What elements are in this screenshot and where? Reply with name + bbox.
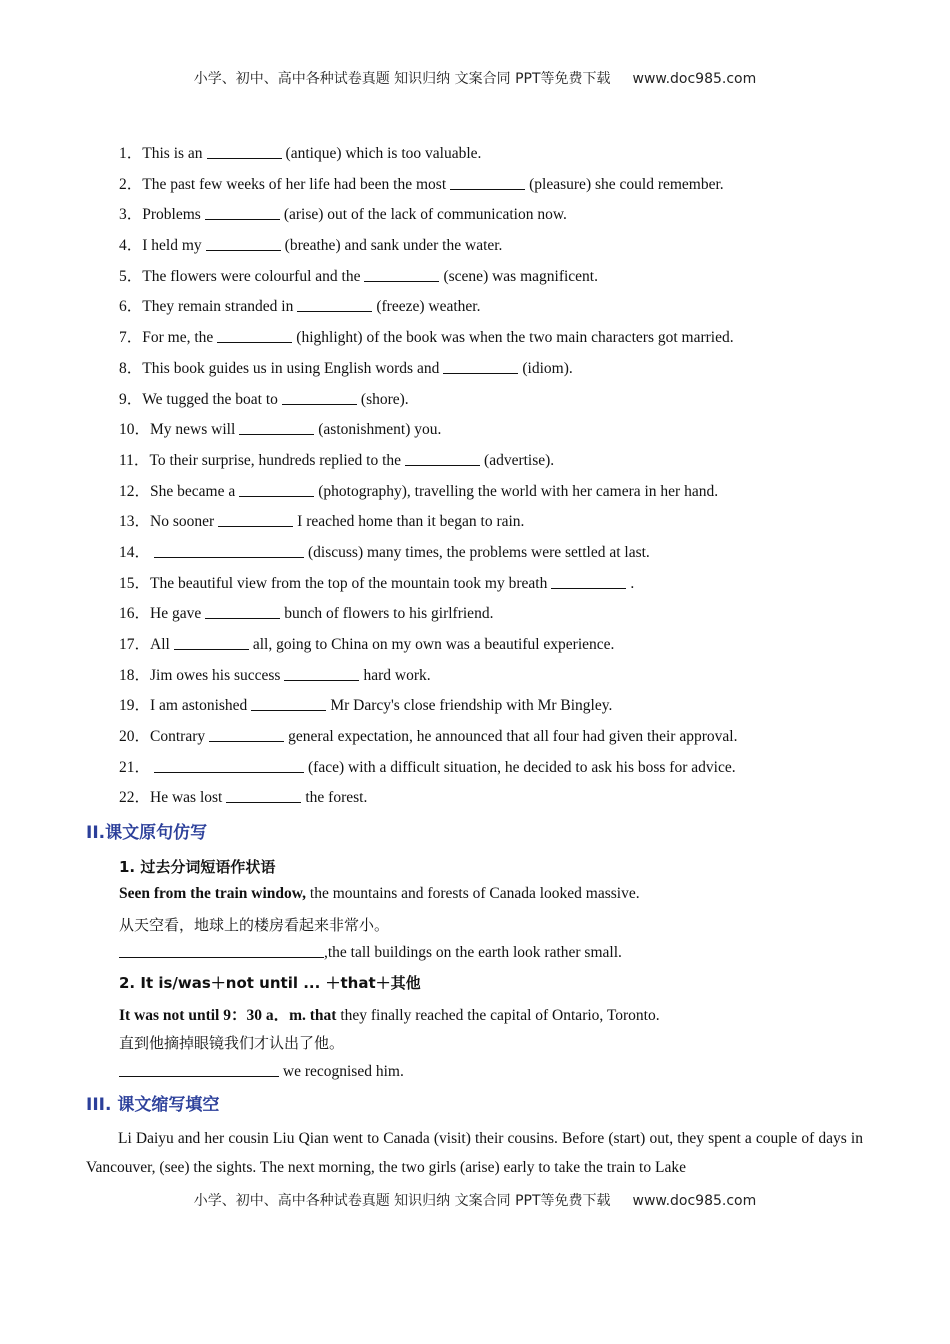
answer-blank[interactable]: [284, 665, 359, 681]
exercise-item: 16．He gave bunch of flowers to his girlfriend.: [119, 605, 494, 623]
answer-blank[interactable]: [209, 726, 284, 742]
exercise-item: 13．No sooner I reached home than it began to rain.: [119, 513, 525, 531]
exercise-item: 4．I held my (breathe) and sank under the water.: [119, 237, 503, 255]
chinese-prompt-2: 直到他摘掉眼镜我们才认出了他。: [119, 1034, 345, 1052]
exercise-item: 1．This is an (antique) which is too valuable.: [119, 145, 482, 162]
answer-blank[interactable]: [174, 634, 249, 650]
chinese-prompt-1: 从天空看，地球上的楼房看起来非常小。: [119, 916, 390, 934]
answer-blank[interactable]: [207, 143, 282, 159]
exercise-item: 14． (discuss) many times, the problems were settled at last.: [119, 543, 650, 561]
answer-blank[interactable]: [450, 174, 525, 190]
rewrite-task-1: ,the tall buildings on the earth look rather small.: [119, 942, 622, 962]
page-header: [0, 68, 950, 88]
answer-blank[interactable]: [239, 419, 314, 435]
exercise-item: 21． (face) with a difficult situation, he decided to ask his boss for advice.: [119, 758, 736, 776]
rewrite-task-2: we recognised him.: [119, 1061, 404, 1081]
exercise-item: 3．Problems (arise) out of the lack of communication now.: [119, 206, 567, 224]
header-url[interactable]: www.doc985.com: [632, 71, 757, 87]
answer-blank[interactable]: [205, 603, 280, 619]
example-sentence-2: It was not until 9：30 a．m. that they finally reached the capital of Ontario, Toronto.: [119, 1007, 660, 1024]
header-text: 小学、初中、高中各种试卷真题 知识归纳 文案合同 PPT等免费下载: [193, 71, 611, 87]
exercise-item: 12．She became a (photography), travelling the world with her camera in her hand.: [119, 482, 719, 500]
section-heading-rewrite: II.课文原句仿写: [86, 823, 208, 843]
answer-blank[interactable]: [218, 511, 293, 527]
exercise-item: 20．Contrary general expectation, he announced that all four had given their approval.: [119, 728, 738, 746]
exercise-item: 18．Jim owes his success hard work.: [119, 666, 431, 684]
footer-url[interactable]: www.doc985.com: [632, 1193, 757, 1209]
answer-blank[interactable]: [443, 358, 518, 374]
answer-blank[interactable]: [154, 757, 304, 773]
answer-blank[interactable]: [551, 573, 626, 589]
exercise-item: 7．For me, the (highlight) of the book was when the two main characters got married.: [119, 329, 734, 347]
answer-blank[interactable]: [119, 942, 324, 958]
subsection-title-2: 2. It is/was＋not until ... ＋that＋其他: [119, 974, 421, 992]
exercise-item: 2．The past few weeks of her life had been the most (pleasure) she could remember.: [119, 175, 724, 193]
answer-blank[interactable]: [119, 1061, 279, 1077]
exercise-item: 9．We tugged the boat to (shore).: [119, 390, 409, 408]
footer-text: 小学、初中、高中各种试卷真题 知识归纳 文案合同 PPT等免费下载: [193, 1193, 611, 1209]
exercise-item: 10．My news will (astonishment) you.: [119, 421, 442, 439]
exercise-item: 11．To their surprise, hundreds replied to the (advertise).: [119, 451, 555, 469]
subsection-title-1: 1. 过去分词短语作状语: [119, 858, 276, 876]
answer-blank[interactable]: [206, 235, 281, 251]
exercise-item: 8．This book guides us in using English words and (idiom).: [119, 359, 573, 377]
answer-blank[interactable]: [217, 327, 292, 343]
answer-blank[interactable]: [154, 542, 304, 558]
answer-blank[interactable]: [282, 389, 357, 405]
exercise-item: 15．The beautiful view from the top of the mountain took my breath .: [119, 574, 635, 592]
answer-blank[interactable]: [239, 481, 314, 497]
answer-blank[interactable]: [205, 204, 280, 220]
answer-blank[interactable]: [251, 695, 326, 711]
answer-blank[interactable]: [226, 787, 301, 803]
exercise-item: 22．He was lost the forest.: [119, 789, 368, 807]
exercise-list: [119, 143, 839, 818]
example-sentence-1: Seen from the train window, the mountains and forests of Canada looked massive.: [119, 885, 640, 902]
exercise-item: 17．All all, going to China on my own was a beautiful experience.: [119, 636, 615, 653]
answer-blank[interactable]: [297, 296, 372, 312]
exercise-item: 5．The flowers were colourful and the (scene) was magnificent.: [119, 267, 598, 285]
summary-paragraph: Li Daiyu and her cousin Liu Qian went to Canada (visit) their cousins. Before (start) out, they spent a couple of days in Vancouver, (see) the sights. The next morning, the two girls (arise) early to take the train to Lake: [86, 1130, 863, 1176]
exercise-item: 19．I am astonished Mr Darcy's close friendship with Mr Bingley.: [119, 697, 613, 715]
answer-blank[interactable]: [364, 266, 439, 282]
exercise-item: 6．They remain stranded in (freeze) weather.: [119, 298, 481, 316]
answer-blank[interactable]: [405, 450, 480, 466]
section-heading-summary: III. 课文缩写填空: [86, 1095, 220, 1115]
page-footer: [0, 1190, 950, 1210]
